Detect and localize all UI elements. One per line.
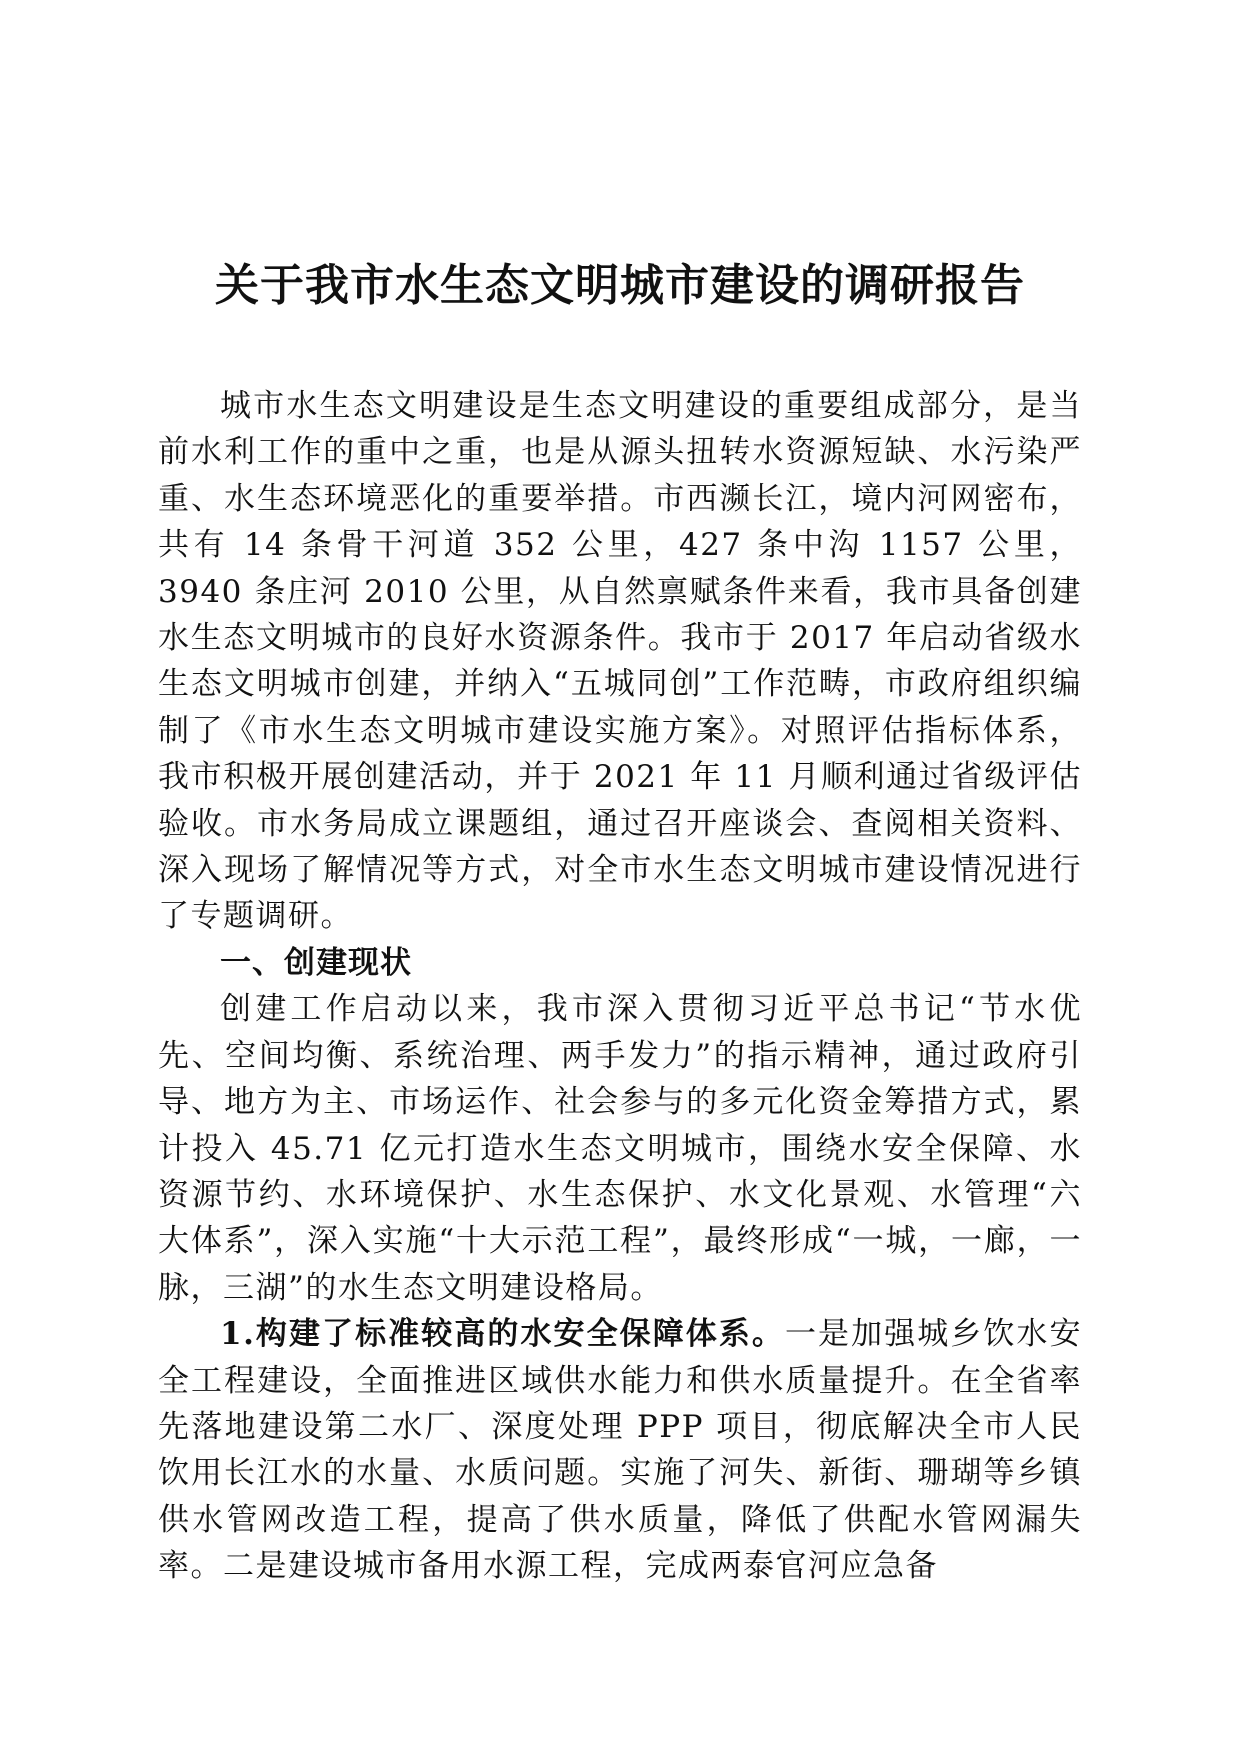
report-body (158, 383, 1082, 1590)
item-lead-heading: 1.构建了标准较高的水安全保障体系。 (220, 1316, 785, 1353)
item-body-text: 一是加强城乡饮水安全工程建设，全面推进区域供水能力和供水质量提升。在全省率先落地建设第二水厂、深度处理 PPP 项目，彻底解决全市人民饮用长江水的水量、水质问题。实施了河失、新街、珊瑚等乡镇供水管网改造工程，提高了供水质量，降低了供配水管网漏失率。二是建设城市备用水源工程，完成两泰官河应急备 (158, 1316, 1082, 1585)
item-paragraph (158, 1311, 1082, 1589)
section-heading-current-status: 一、创建现状 (220, 944, 412, 981)
intro-paragraph: 城市水生态文明建设是生态文明建设的重要组成部分，是当前水利工作的重中之重，也是从源头扭转水资源短缺、水污染严重、水生态环境恶化的重要举措。市西濒长江，境内河网密布，共有 14 条骨干河道 352 公里，427 条中沟 1157 公里，3940 条庄河 2010 公里，从自然禀赋条件来看，我市具备创建水生态文明城市的良好水资源条件。我市于 2017 年启动省级水生态文明城市创建，并纳入“五城同创”工作范畴，市政府组织编制了《市水生态文明城市建设实施方案》。对照评估指标体系，我市积极开展创建活动，并于 2021 年 11 月顺利通过省级评估验收。市水务局成立课题组，通过召开座谈会、查阅相关资料、深入现场了解情况等方式，对全市水生态文明城市建设情况进行了专题调研。 (158, 388, 1082, 935)
section-paragraph: 创建工作启动以来，我市深入贯彻习近平总书记“节水优先、空间均衡、系统治理、两手发力”的指示精神，通过政府引导、地方为主、市场运作、社会参与的多元化资金筹措方式，累计投入 45.71 亿元打造水生态文明城市，围绕水安全保障、水资源节约、水环境保护、水生态保护、水文化景观、水管理“六大体系”，深入实施“十大示范工程”，最终形成“一城，一廊，一脉，三湖”的水生态文明建设格局。 (158, 991, 1082, 1306)
report-title: 关于我市水生态文明城市建设的调研报告 (215, 260, 1025, 311)
